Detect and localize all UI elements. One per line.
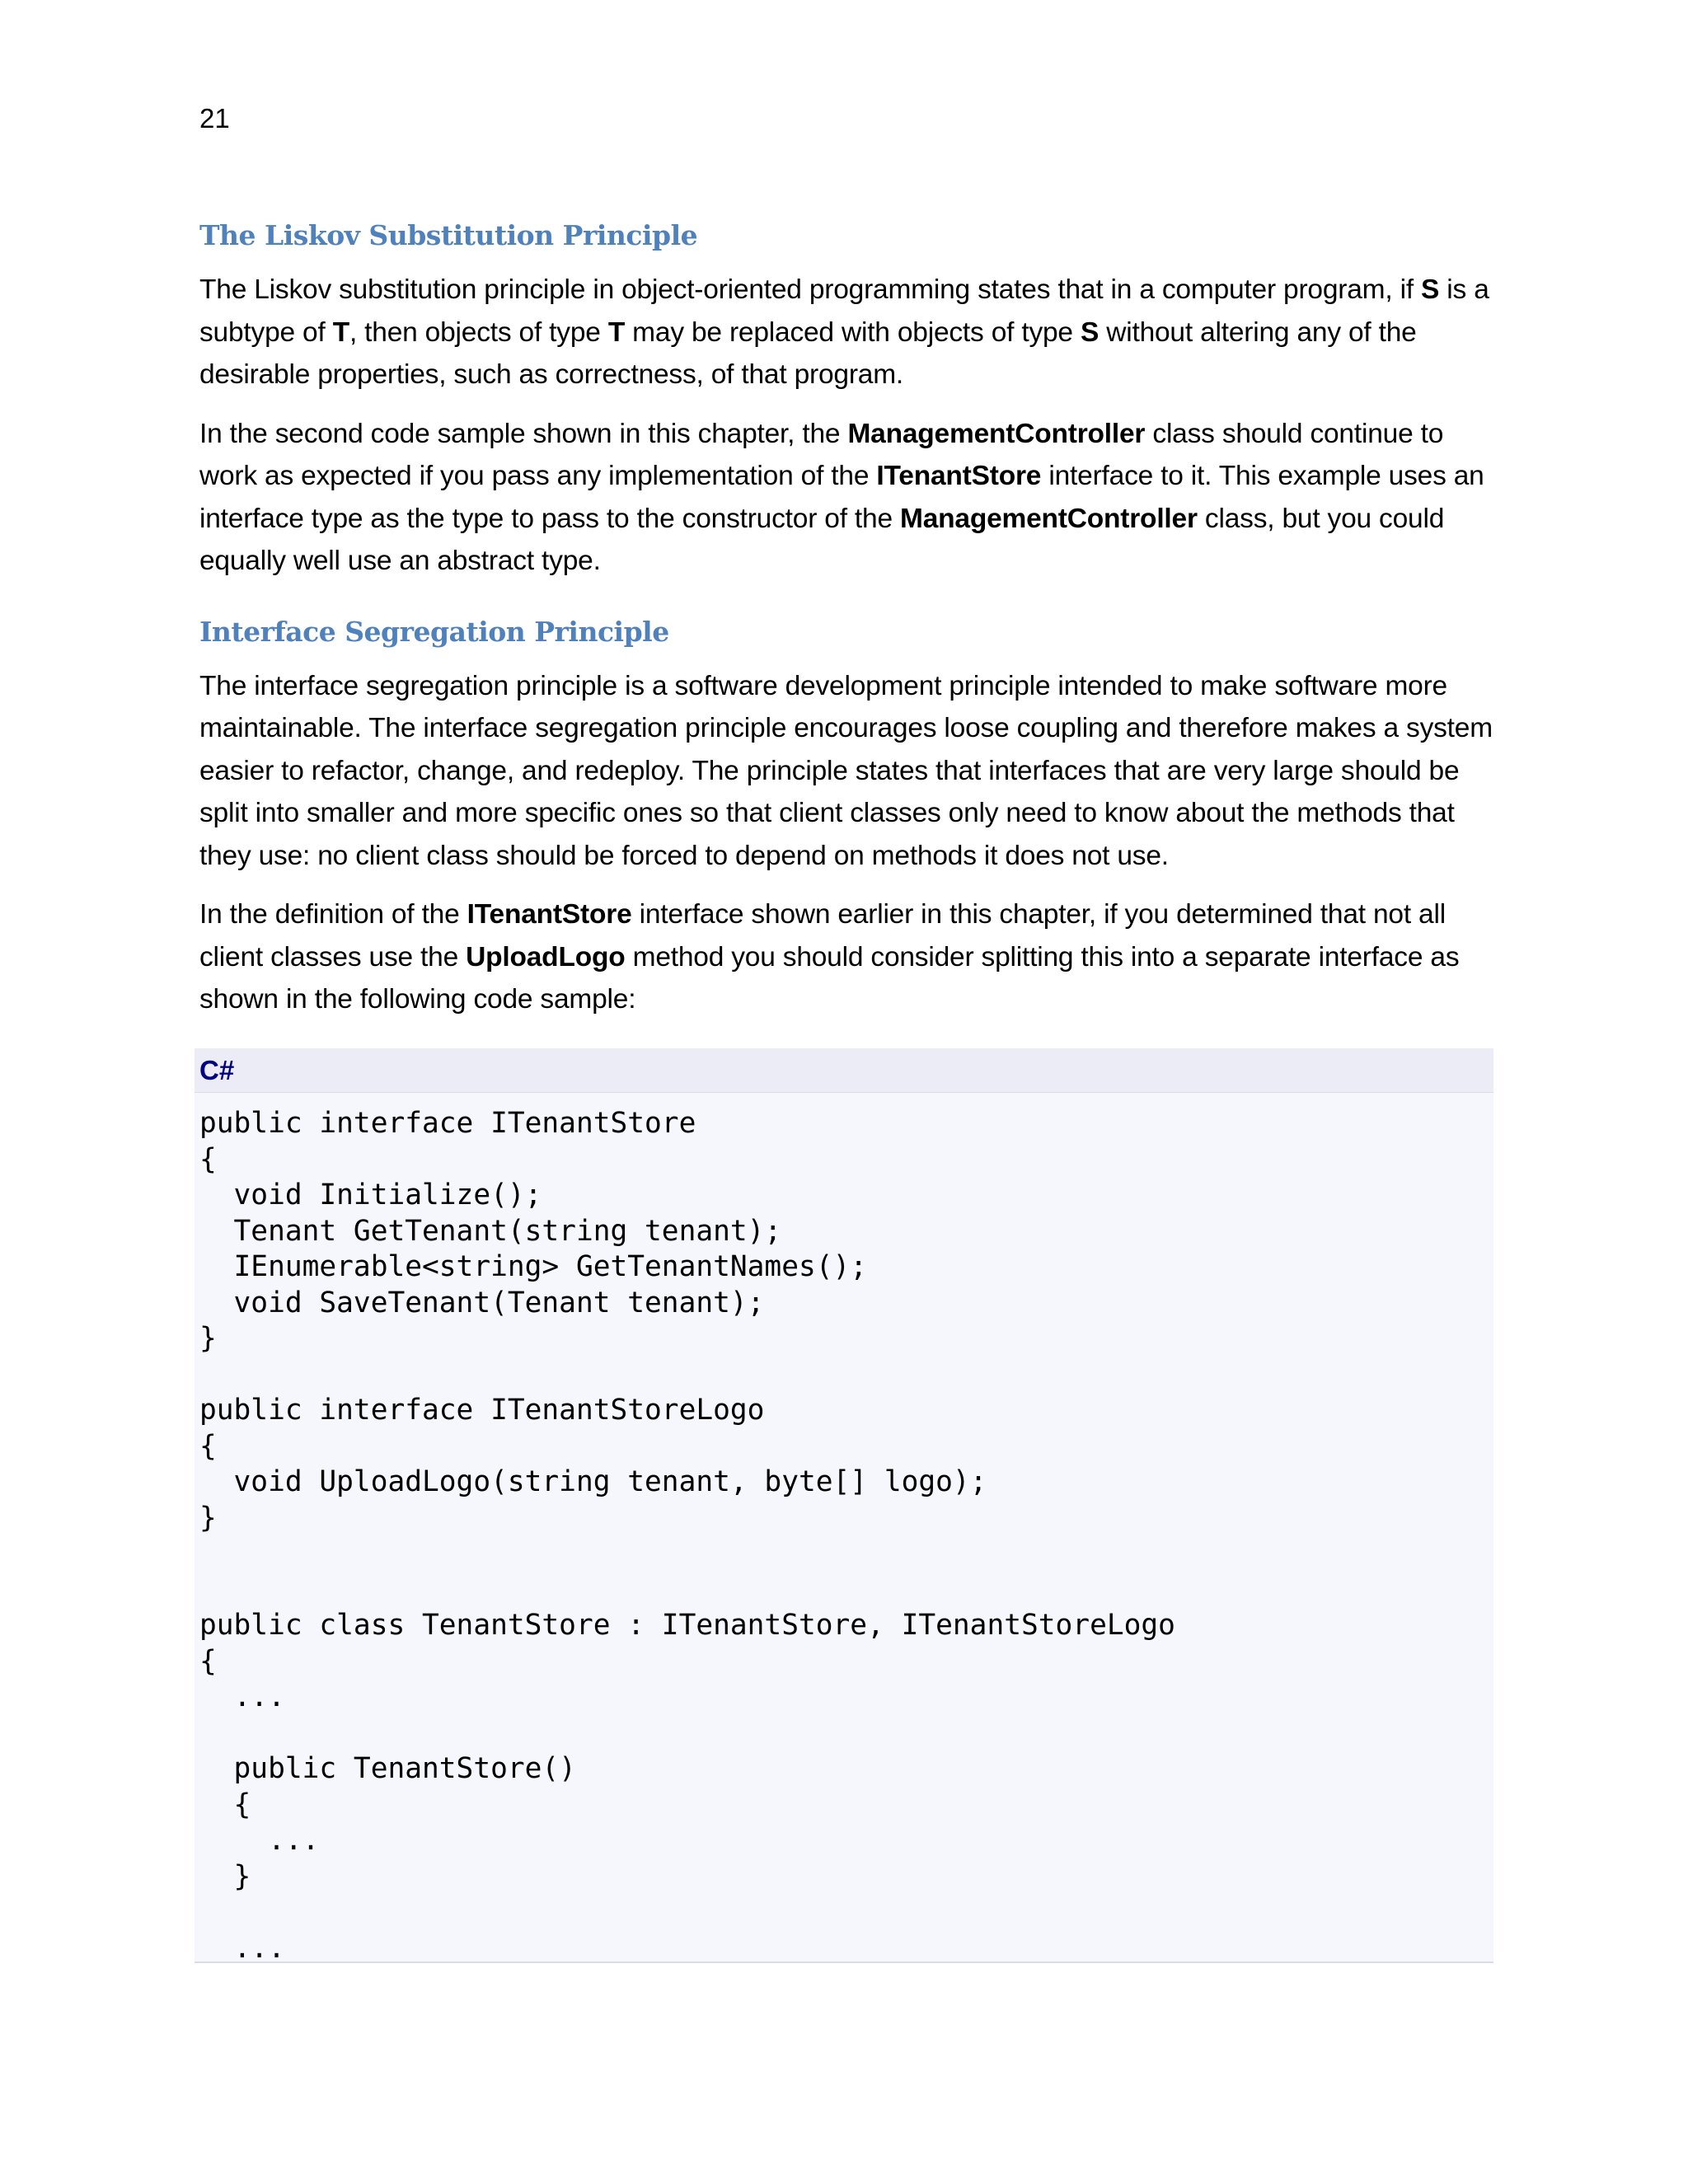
paragraph-isp-example (199, 893, 1493, 1021)
bold-term: UploadLogo (466, 941, 626, 972)
text-run: may be replaced with objects of type (625, 316, 1081, 348)
text-run: The Liskov substitution principle in object-oriented programming states that in a computer program, if (199, 274, 1422, 305)
paragraph-liskov-definition (199, 269, 1493, 396)
text-run: In the second code sample shown in this chapter, the (199, 418, 848, 449)
bold-term: T (332, 316, 349, 348)
text-run: interface shown earlier in this chapter, if you determined that not all client classes use the (199, 899, 1446, 972)
code-listing: public interface ITenantStore { void Initialize(); Tenant GetTenant(string tenant); IEnumerable<string> GetTenantNames(); void SaveTenant(Tenant tenant); } public interface ITenantStoreLogo { void UploadLogo(string tenant, byte[] logo); } public class TenantStore : ITenantStore, ITenantStoreLogo { ... public TenantStore() { ... } ... (199, 1107, 1175, 1965)
bold-term: ITenantStore (876, 461, 1042, 491)
text-run: without altering any of the desirable properties, such as correctness, of that program. (199, 316, 1417, 390)
section-heading-liskov: The Liskov Substitution Principle (199, 219, 698, 251)
text-run: interface to it. This example uses an interface type as the type to pass to the constructor of the (199, 461, 1484, 534)
section-heading-interface-segregation: Interface Segregation Principle (199, 615, 669, 648)
text-run: The interface segregation principle is a software development principle intended to make software more maintainable. The interface segregation principle encourages loose coupling and therefore makes a system easier to refactor, change, and redeploy. The principle states that interfaces that are very large should be split into smaller and more specific ones so that client classes only need to know about the methods that they use: no client class should be forced to depend on methods it does not use. (199, 670, 1493, 871)
bold-term: T (607, 316, 626, 348)
bold-term: S (1080, 316, 1100, 348)
code-sample-block (195, 1048, 1493, 1963)
text-run: In the definition of the (199, 899, 467, 930)
text-run: class should continue to work as expected if you pass any implementation of the (199, 418, 1444, 491)
bold-term: ManagementController (847, 418, 1146, 449)
text-run: , then objects of type (349, 316, 608, 348)
text-run: is a subtype of (199, 274, 1489, 348)
page-content (199, 216, 1493, 1040)
text-run: class, but you could equally well use an abstract type. (199, 503, 1445, 576)
page-number: 21 (199, 103, 230, 134)
bold-term: ManagementController (899, 503, 1198, 534)
paragraph-liskov-example (199, 413, 1493, 583)
bold-term: S (1421, 274, 1440, 305)
bold-term: ITenantStore (467, 899, 632, 930)
text-run: method you should consider splitting this into a separate interface as shown in the following code sample: (199, 941, 1460, 1015)
paragraph-isp-definition (199, 665, 1493, 878)
code-language-label: C# (195, 1048, 1493, 1093)
